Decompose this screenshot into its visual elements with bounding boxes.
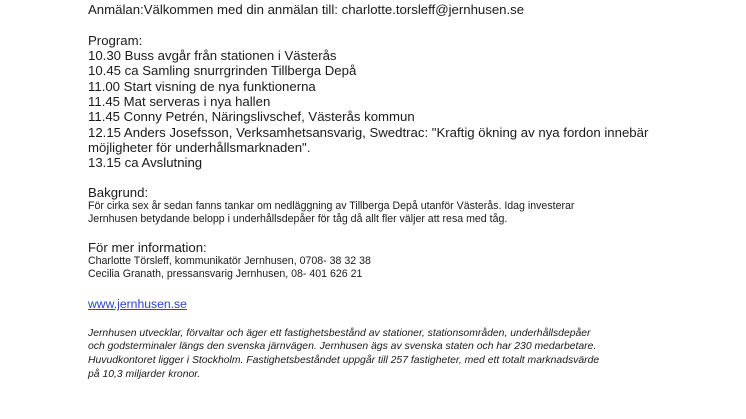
program-item: 11.45 Mat serveras i nya hallen — [88, 94, 271, 109]
website-link[interactable]: www.jernhusen.se — [88, 297, 187, 311]
program-heading: Program: — [88, 33, 143, 48]
program-item: 11.45 Conny Petrén, Näringslivschef, Västerås kommun — [88, 109, 415, 124]
background-text-line: Jernhusen betydande belopp i underhållsdepåer för tåg då allt fler väljer att resa med tåg. — [88, 213, 508, 225]
program-item: 12.15 Anders Josefsson, Verksamhetsansvarig, Swedtrac: "Kraftig ökning av nya fordon innebär — [88, 125, 649, 140]
about-text-line: och godsterminaler längs den svenska järnvägen. Jernhusen ägs av svenska staten och har 230 medarbetare. — [88, 341, 597, 352]
contact-line: Charlotte Törsleff, kommunikatör Jernhusen, 0708- 38 32 38 — [88, 255, 371, 267]
contact-line: Cecilia Granath, pressansvarig Jernhusen, 08- 401 626 21 — [88, 268, 363, 280]
background-heading: Bakgrund: — [88, 185, 149, 200]
program-item: 13.15 ca Avslutning — [88, 155, 203, 170]
registration-line — [88, 2, 524, 17]
program-item: 10.45 ca Samling snurrgrinden Tillberga Depå — [88, 63, 357, 78]
about-text-line: Huvudkontoret ligger i Stockholm. Fastighetsbeståndet uppgår till 257 fastigheter, med ett totalt marknadsvärde — [88, 355, 600, 366]
about-text-line: Jernhusen utvecklar, förvaltar och äger ett fastighetsbestånd av stationer, stationsområden, underhållsdepåer — [88, 328, 591, 339]
program-item: 10.30 Buss avgår från stationen i Västerås — [88, 48, 337, 63]
more-info-heading: För mer information: — [88, 240, 207, 255]
program-item: 11.00 Start visning de nya funktionerna — [88, 79, 316, 94]
about-text-line: på 10,3 miljarder kronor. — [88, 369, 201, 380]
registration-text: Välkommen med din anmälan till: charlotte.torsleff@jernhusen.se — [143, 2, 525, 17]
background-text-line: För cirka sex år sedan fanns tankar om nedläggning av Tillberga Depå utanför Västerås. Idag investerar — [88, 200, 575, 212]
program-item: möjligheter för underhållsmarknaden". — [88, 140, 311, 155]
registration-label: Anmälan: — [88, 2, 144, 17]
